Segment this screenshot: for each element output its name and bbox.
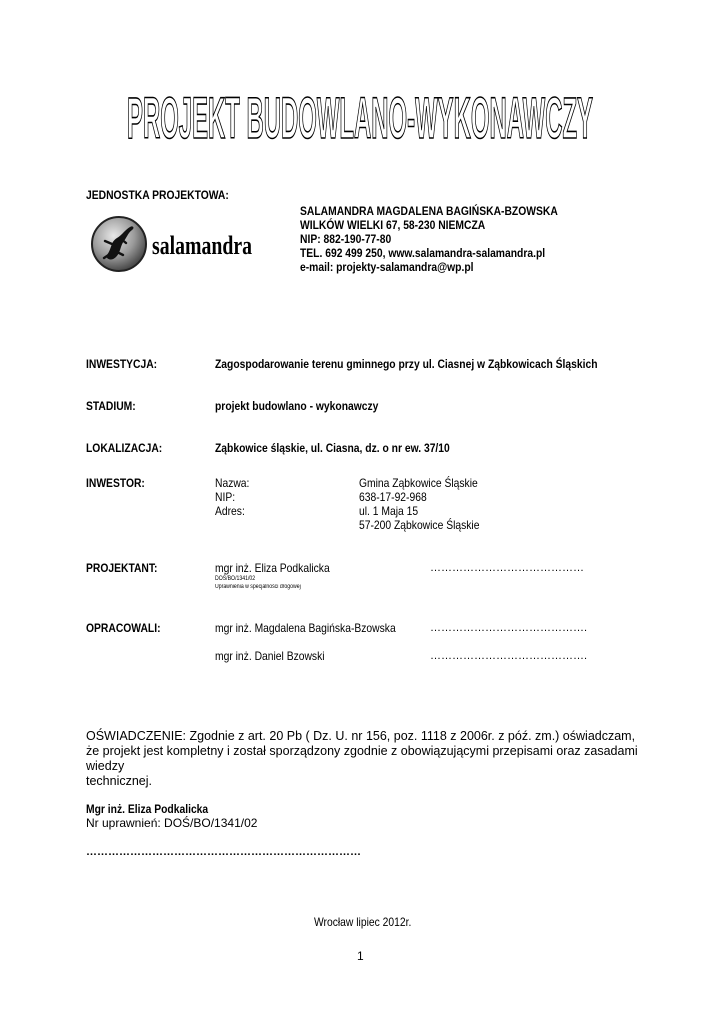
prepared-signature-line-2: ……………………………………. xyxy=(430,650,588,662)
investor-nip-value: 638-17-92-968 xyxy=(359,490,427,504)
investment-label: INWESTYCJA: xyxy=(86,357,158,371)
designer-signature-line: …………………………………… xyxy=(430,562,584,574)
investor-nip-label: NIP: xyxy=(215,490,236,504)
office-name: SALAMANDRA MAGDALENA BAGIŃSKA-BZOWSKA xyxy=(300,204,558,218)
investor-address-line1: ul. 1 Maja 15 xyxy=(359,504,419,518)
investor-address-label: Adres: xyxy=(215,504,245,518)
location-label: LOKALIZACJA: xyxy=(86,441,163,455)
company-logo xyxy=(90,214,260,274)
page-number: 1 xyxy=(357,949,364,963)
office-nip: NIP: 882-190-77-80 xyxy=(300,232,392,246)
statement xyxy=(86,729,646,789)
designer-license-description: Uprawnienia w specjalności drogowej xyxy=(215,584,301,590)
stage-label: STADIUM: xyxy=(86,399,136,413)
document-title-text: PROJEKT BUDOWLANO-WYKONAWCZY xyxy=(127,86,593,151)
investor-name-value: Gmina Ząbkowice Śląskie xyxy=(359,476,478,490)
office-email: e-mail: projekty-salamandra@wp.pl xyxy=(300,260,474,274)
designer-name: mgr inż. Eliza Podkalicka xyxy=(215,561,330,575)
designer-label: PROJEKTANT: xyxy=(86,561,158,575)
statement-license: Nr uprawnień: DOŚ/BO/1341/02 xyxy=(86,816,258,830)
investor-address-line2: 57-200 Ząbkowice Śląskie xyxy=(359,518,480,532)
office-tel: TEL. 692 499 250, www.salamandra-salamandra.pl xyxy=(300,246,546,260)
statement-line-4: technicznej. xyxy=(86,774,153,788)
statement-line-1: OŚWIADCZENIE: Zgodnie z art. 20 Pb ( Dz. U. nr 156, poz. 1118 z 2006r. z póź. zm.) oświadczam, xyxy=(86,729,636,743)
place-date: Wrocław lipiec 2012r. xyxy=(314,915,412,929)
office-address: WILKÓW WIELKI 67, 58-230 NIEMCZA xyxy=(300,218,486,232)
investor-label: INWESTOR: xyxy=(86,476,145,490)
investor-name-label: Nazwa: xyxy=(215,476,250,490)
stage-value: projekt budowlano - wykonawczy xyxy=(215,399,379,413)
prepared-label: OPRACOWALI: xyxy=(86,621,161,635)
logo-text: salamandra xyxy=(152,231,252,260)
statement-signature-line: ………………………………………………………………… xyxy=(86,846,361,858)
prepared-person-2: mgr inż. Daniel Bzowski xyxy=(215,649,325,663)
investment-value: Zagospodarowanie terenu gminnego przy ul. Ciasnej w Ząbkowicach Śląskich xyxy=(215,357,598,371)
office-label: JEDNOSTKA PROJEKTOWA: xyxy=(86,188,229,202)
designer-license: DOŚ/BO/1341/02 xyxy=(215,576,256,582)
prepared-signature-line-1: ……………………………………. xyxy=(430,622,588,634)
document-title xyxy=(0,82,724,151)
statement-line-2: że projekt jest kompletny i został sporządzony zgodnie z obowiązującymi przepisami oraz zasadami xyxy=(86,744,638,758)
statement-line-3: wiedzy xyxy=(86,759,125,773)
prepared-person-1: mgr inż. Magdalena Bagińska-Bzowska xyxy=(215,621,396,635)
location-value: Ząbkowice śląskie, ul. Ciasna, dz. o nr ew. 37/10 xyxy=(215,441,450,455)
statement-signer: Mgr inż. Eliza Podkalicka xyxy=(86,802,209,816)
